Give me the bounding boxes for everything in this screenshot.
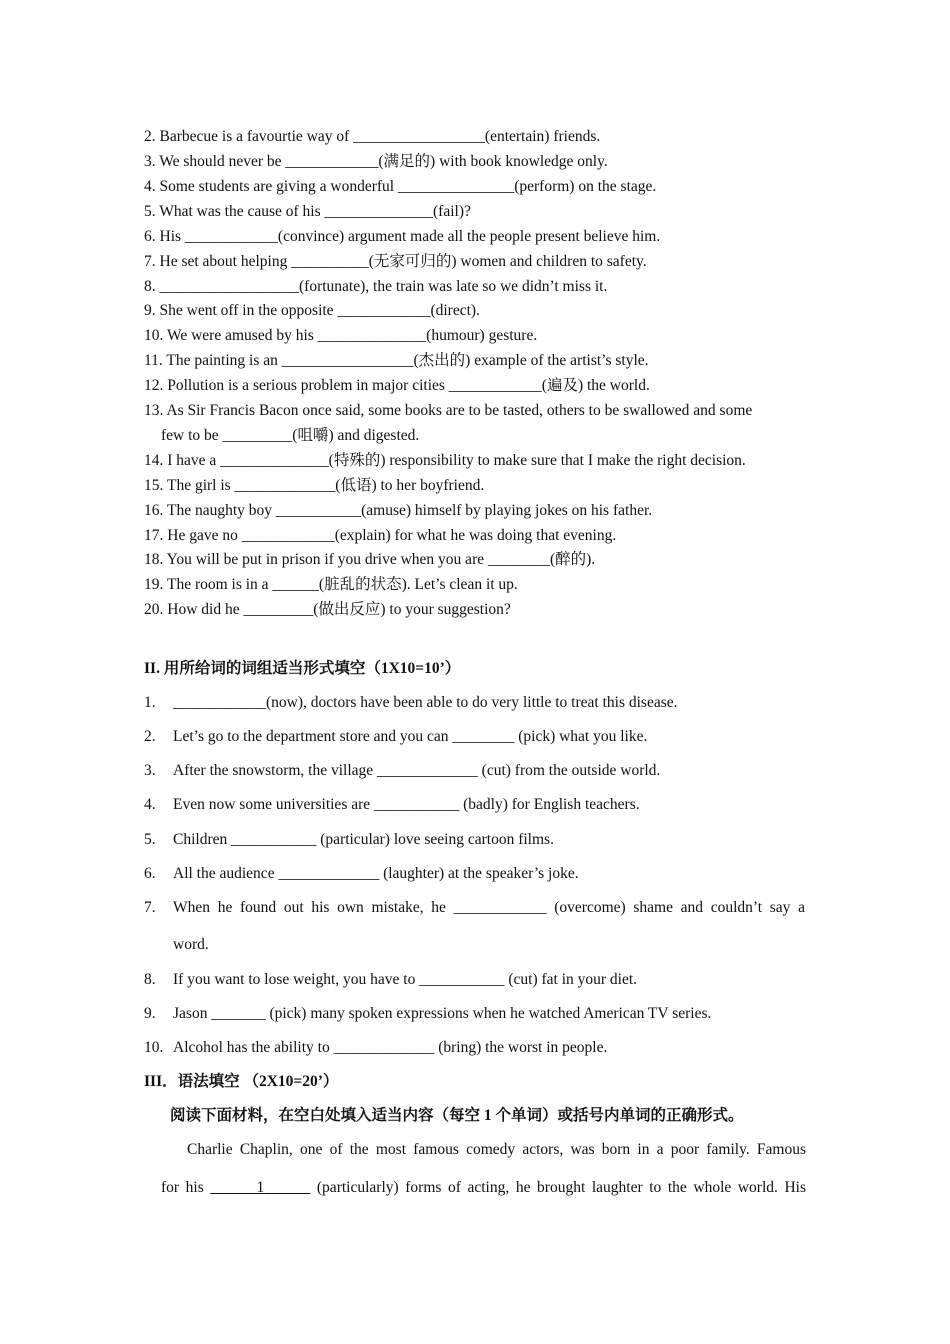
blank-1 <box>210 1179 310 1196</box>
question-9: 9. She went off in the opposite ____________(direct). <box>144 302 480 319</box>
question-14: 14. I have a ______________(特殊的) responsibility to make sure that I make the right decision. <box>144 452 746 469</box>
question-18: 18. You will be put in prison if you drive when you are ________(醉的). <box>144 551 596 568</box>
question-4: 4. Some students are giving a wonderful _______________(perform) on the stage. <box>144 178 657 195</box>
question-17: 17. He gave no ____________(explain) for what he was doing that evening. <box>144 527 617 544</box>
passage-line-1: Charlie Chaplin, one of the most famous comedy actors, was born in a poor family. Famous <box>187 1141 806 1158</box>
question-3: 3. We should never be ____________(满足的) with book knowledge only. <box>144 153 608 170</box>
s2-item-7-text: When he found out his own mistake, he ____________ (overcome) shame and couldn’t say a <box>173 899 805 916</box>
question-15: 15. The girl is _____________(低语) to her boyfriend. <box>144 477 485 494</box>
s2-item-4-number: 4. <box>144 796 156 813</box>
question-5: 5. What was the cause of his ______________(fail)? <box>144 203 471 220</box>
question-16: 16. The naughty boy ___________(amuse) himself by playing jokes on his father. <box>144 502 653 519</box>
s2-item-5-text: Children ___________ (particular) love seeing cartoon films. <box>173 831 554 848</box>
question-20: 20. How did he _________(做出反应) to your suggestion? <box>144 601 511 618</box>
s2-item-8-text: If you want to lose weight, you have to ___________ (cut) fat in your diet. <box>173 971 638 988</box>
s2-item-8-number: 8. <box>144 971 156 988</box>
s2-item-3-number: 3. <box>144 762 156 779</box>
s2-item-5-number: 5. <box>144 831 156 848</box>
question-2: 2. Barbecue is a favourtie way of _________________(entertain) friends. <box>144 128 601 145</box>
s2-item-9-text: Jason _______ (pick) many spoken expressions when he watched American TV series. <box>173 1005 712 1022</box>
s2-item-7-text-continued: word. <box>173 936 209 953</box>
s2-item-2-number: 2. <box>144 728 156 745</box>
question-6: 6. His ____________(convince) argument made all the people present believe him. <box>144 228 661 245</box>
s2-item-6-number: 6. <box>144 865 156 882</box>
passage-line-2-start: for his <box>161 1179 211 1196</box>
s2-item-2-text: Let’s go to the department store and you can ________ (pick) what you like. <box>173 728 648 745</box>
question-19: 19. The room is in a ______(脏乱的状态). Let’s clean it up. <box>144 576 518 593</box>
question-7: 7. He set about helping __________(无家可归的) women and children to safety. <box>144 253 647 270</box>
question-13-continued: few to be _________(咀嚼) and digested. <box>161 427 420 444</box>
s2-item-1-number: 1. <box>144 694 156 711</box>
blank-1-number: 1 <box>256 1179 265 1196</box>
passage-line-2-end: (particularly) forms of acting, he brought laughter to the whole world. His <box>310 1179 807 1196</box>
s2-item-10-text: Alcohol has the ability to _____________ (bring) the worst in people. <box>173 1039 608 1056</box>
s2-item-1-text: ____________(now), doctors have been able to do very little to treat this disease. <box>173 694 678 711</box>
question-12: 12. Pollution is a serious problem in major cities ____________(遍及) the world. <box>144 377 650 394</box>
question-11: 11. The painting is an _________________(杰出的) example of the artist’s style. <box>144 352 649 369</box>
s2-item-6-text: All the audience _____________ (laughter) at the speaker’s joke. <box>173 865 579 882</box>
section-3-heading: III．语法填空 （2X10=20’） <box>144 1073 339 1090</box>
s2-item-3-text: After the snowstorm, the village _____________ (cut) from the outside world. <box>173 762 661 779</box>
question-10: 10. We were amused by his ______________(humour) gesture. <box>144 327 538 344</box>
section-2-heading: II. 用所给词的词组适当形式填空（1X10=10’） <box>144 660 461 677</box>
section-3-instruction: 阅读下面材料，在空白处填入适当内容（每空 1 个单词）或括号内单词的正确形式。 <box>170 1107 744 1124</box>
s2-item-9-number: 9. <box>144 1005 156 1022</box>
question-8: 8. __________________(fortunate), the train was late so we didn’t miss it. <box>144 278 608 295</box>
s2-item-4-text: Even now some universities are ___________ (badly) for English teachers. <box>173 796 640 813</box>
s2-item-7-number: 7. <box>144 899 156 916</box>
s2-item-10-number: 10. <box>144 1039 164 1056</box>
passage-line-2 <box>161 1179 806 1197</box>
question-13: 13. As Sir Francis Bacon once said, some books are to be tasted, others to be swallowed and some <box>144 402 753 419</box>
